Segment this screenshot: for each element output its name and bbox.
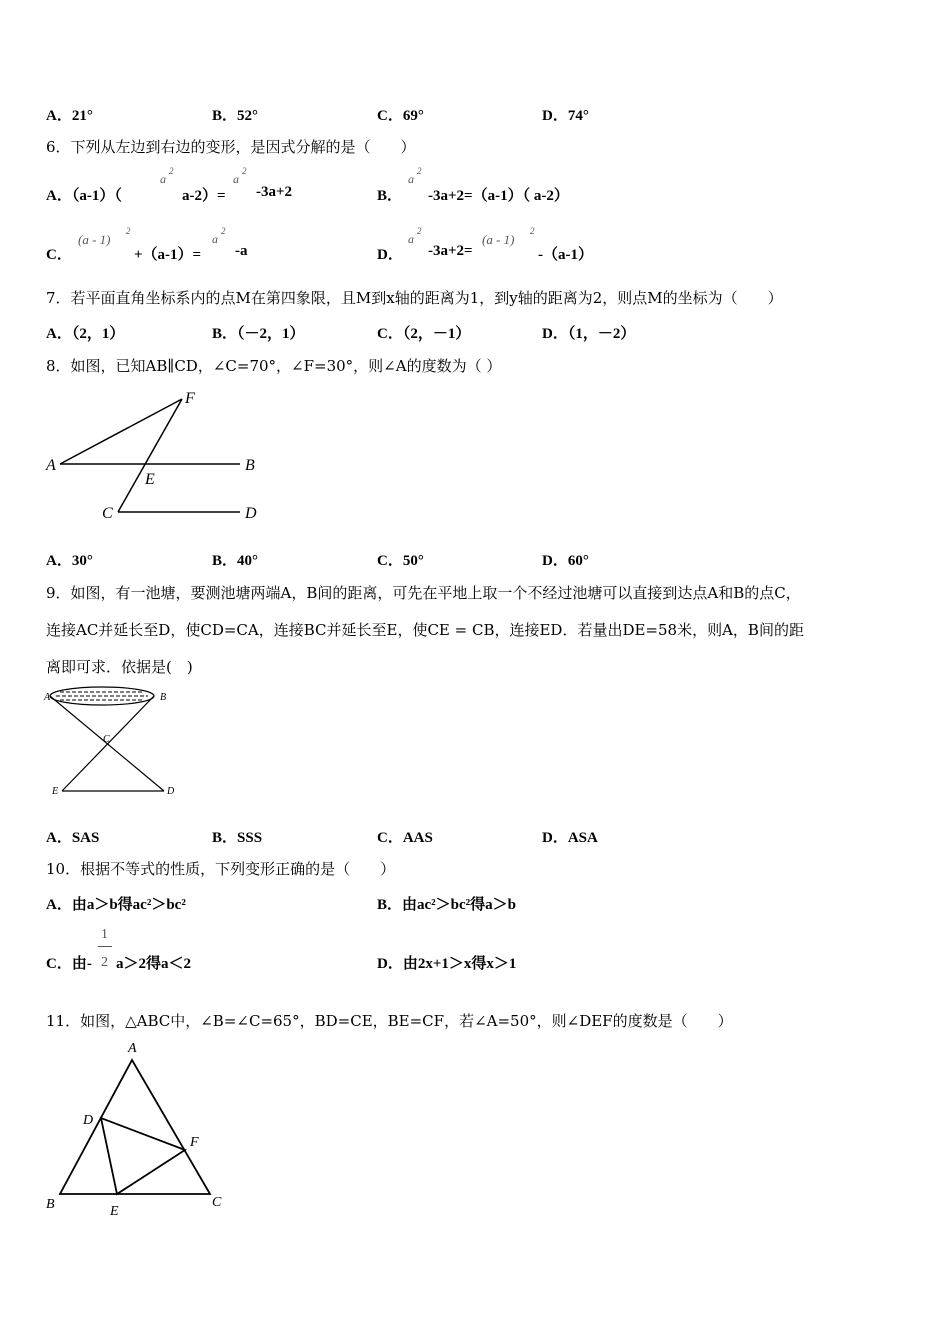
- label-a: A: [46, 457, 56, 474]
- label-a: A: [128, 1041, 137, 1056]
- label-d: D: [167, 786, 175, 797]
- q6-d-exp2: 2: [530, 226, 535, 236]
- q6-a-mid: a-2）=: [182, 188, 226, 204]
- q8-option-b[interactable]: B．40°: [212, 553, 259, 569]
- label-b: B: [245, 457, 255, 474]
- q7-option-d[interactable]: D．（1，－2）: [542, 326, 636, 342]
- q9-option-a[interactable]: A．SAS: [46, 830, 100, 846]
- q7-stem: 7．若平面直角坐标系内的点M在第四象限，且M到x轴的距离为1，到y轴的距离为2，则点M的坐标为（ ）: [46, 289, 783, 307]
- q6-c-mid: +（a-1）=: [134, 247, 202, 263]
- q6-d-exp: 2: [417, 226, 422, 236]
- q5-option-d[interactable]: D．74°: [542, 108, 589, 124]
- q10-c-numerator: 1: [101, 927, 108, 942]
- label-e: E: [145, 471, 155, 488]
- label-c: C: [102, 505, 113, 522]
- q6-b-exp: 2: [417, 166, 422, 176]
- q7-option-c[interactable]: C．（2，－1）: [377, 326, 471, 342]
- label-b: B: [160, 692, 167, 703]
- q6-a-a-var: a: [160, 172, 166, 186]
- label-a: A: [44, 692, 51, 703]
- q6-b-a-var: a: [408, 172, 414, 186]
- q9-line-3: 离即可求．依据是( ): [46, 658, 193, 676]
- q11-figure: [40, 1038, 235, 1223]
- label-f: F: [185, 390, 195, 407]
- q10-option-b[interactable]: B．由ac²＞bc²得a＞b: [377, 897, 516, 913]
- q6-a-a-var2: a: [233, 172, 239, 186]
- q7-option-a[interactable]: A．（2，1）: [46, 326, 125, 342]
- label-e: E: [52, 786, 59, 797]
- q5-option-a[interactable]: A．21°: [46, 108, 93, 124]
- q6-b-left: B．: [377, 188, 403, 204]
- q9-line-1: 9．如图，有一池塘，要测池塘两端A，B间的距离，可先在平地上取一个不经过池塘可以直接到达点A和B的点C，: [46, 584, 801, 602]
- q6-d-mid: -3a+2=: [428, 243, 473, 259]
- q6-stem: 6．下列从左边到右边的变形，是因式分解的是（ ）: [46, 138, 416, 156]
- q6-d-right: -（a-1）: [538, 247, 593, 263]
- q8-stem: 8．如图，已知AB∥CD，∠C=70°，∠F=30°，则∠A的度数为（ ）: [46, 357, 502, 375]
- q5-option-c[interactable]: C．69°: [377, 108, 424, 124]
- q6-b-right: -3a+2=（a-1）（ a-2）: [428, 188, 569, 204]
- q8-figure: [40, 385, 270, 530]
- label-d: D: [245, 505, 257, 522]
- q10-c-denominator: 2: [101, 955, 108, 970]
- q6-c-paren: (a - 1): [78, 232, 111, 247]
- q8-option-a[interactable]: A．30°: [46, 553, 93, 569]
- q6-a-exp: 2: [169, 166, 174, 176]
- q9-figure: [40, 682, 180, 804]
- q10-option-d[interactable]: D．由2x+1＞x得x＞1: [377, 956, 517, 972]
- label-d: D: [83, 1113, 94, 1128]
- q6-a-left: A．（a-1）（: [46, 188, 122, 204]
- q10-option-a[interactable]: A．由a＞b得ac²＞bc²: [46, 897, 186, 913]
- q5-option-b[interactable]: B．52°: [212, 108, 259, 124]
- fraction-bar: [98, 946, 112, 947]
- q11-stem: 11．如图，△ABC中，∠B=∠C=65°，BD=CE，BE=CF，若∠A=50°，则∠DEF的度数是（ ）: [46, 1012, 733, 1030]
- q6-d-a-var: a: [408, 232, 414, 246]
- label-e: E: [110, 1204, 119, 1219]
- q6-d-left: D．: [377, 247, 403, 263]
- label-b: B: [46, 1197, 55, 1212]
- q8-option-d[interactable]: D．60°: [542, 553, 589, 569]
- q6-c-exp: 2: [126, 226, 131, 236]
- q6-c-left: C．: [46, 247, 72, 263]
- q8-option-c[interactable]: C．50°: [377, 553, 424, 569]
- label-c: C: [103, 734, 110, 745]
- label-f: F: [190, 1135, 199, 1150]
- q6-a-exp2: 2: [242, 166, 247, 176]
- q9-option-c[interactable]: C．AAS: [377, 830, 433, 846]
- q6-c-a-var: a: [212, 232, 218, 246]
- q10-c-prefix: C．由-: [46, 956, 92, 972]
- q9-option-d[interactable]: D．ASA: [542, 830, 598, 846]
- q9-option-b[interactable]: B．SSS: [212, 830, 263, 846]
- q10-c-rest: a＞2得a＜2: [116, 956, 192, 972]
- q6-c-exp2: 2: [221, 226, 226, 236]
- label-c: C: [212, 1195, 222, 1210]
- q6-a-right: -3a+2: [256, 184, 293, 200]
- q7-option-b[interactable]: B．（－2，1）: [212, 326, 305, 342]
- q9-line-2: 连接AC并延长至D，使CD=CA，连接BC并延长至E，使CE = CB，连接ED．若量出DE=58米，则A，B间的距: [46, 621, 804, 639]
- q6-d-paren: (a - 1): [482, 232, 515, 247]
- q10-stem: 10．根据不等式的性质，下列变形正确的是（ ）: [46, 860, 396, 878]
- q6-c-right: -a: [235, 243, 248, 259]
